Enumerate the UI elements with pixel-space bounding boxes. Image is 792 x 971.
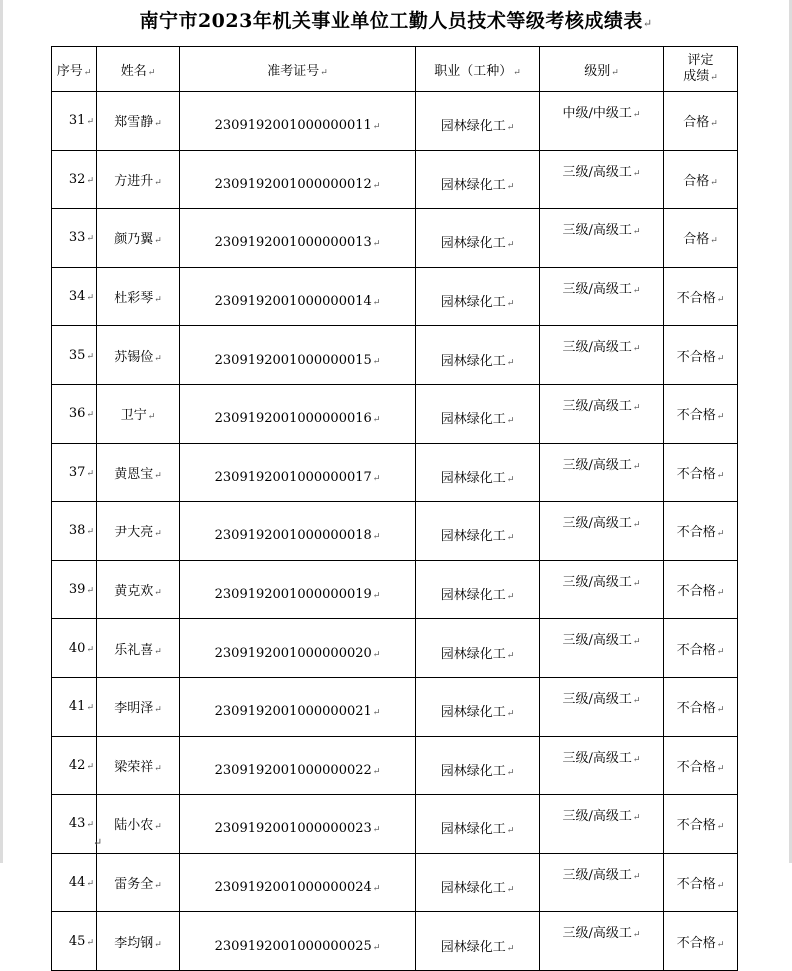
cell-result: 不合格↵ [664, 326, 738, 385]
cell-level: 三级/高级工↵ [540, 384, 664, 443]
end-paragraph-mark-icon: ↵ [93, 836, 103, 849]
paragraph-mark-icon: ↵ [372, 532, 381, 543]
cell-result: 不合格↵ [664, 736, 738, 795]
cell-name: 陆小农↵ [97, 795, 180, 854]
paragraph-mark-icon: ↵ [372, 884, 381, 895]
paragraph-mark-icon: ↵ [710, 236, 718, 247]
paragraph-mark-icon: ↵ [372, 766, 381, 777]
paragraph-mark-icon: ↵ [506, 943, 515, 954]
paragraph-mark-icon: ↵ [372, 942, 381, 953]
table-row [52, 560, 738, 619]
cell-name: 李均钢↵ [97, 912, 180, 971]
table-row [52, 853, 738, 912]
paragraph-mark-icon: ↵ [372, 298, 381, 309]
paragraph-mark-icon: ↵ [632, 227, 641, 238]
paragraph-mark-icon: ↵ [506, 885, 515, 896]
cell-level: 三级/高级工↵ [540, 502, 664, 561]
cell-level: 三级/高级工↵ [540, 150, 664, 209]
paragraph-mark-icon: ↵ [154, 822, 162, 833]
table-row [52, 736, 738, 795]
cell-job: 园林绿化工↵ [416, 326, 540, 385]
table-row [52, 502, 738, 561]
cell-job: 园林绿化工↵ [416, 677, 540, 736]
cell-no: 32↵ [52, 150, 97, 209]
paragraph-mark-icon: ↵ [83, 67, 92, 78]
paragraph-mark-icon: ↵ [716, 353, 725, 364]
cell-no: 31↵ [52, 92, 97, 151]
document-title-text: 南宁市2023年机关事业单位工勤人员技术等级考核成绩表 [139, 10, 643, 32]
paragraph-mark-icon: ↵ [710, 119, 718, 130]
cell-name: 黄恩宝↵ [97, 443, 180, 502]
cell-level: 三级/高级工↵ [540, 853, 664, 912]
cell-result: 不合格↵ [664, 267, 738, 326]
paragraph-mark-icon: ↵ [716, 295, 725, 306]
cell-level: 三级/高级工↵ [540, 267, 664, 326]
cell-name: 梁荣祥↵ [97, 736, 180, 795]
cell-job: 园林绿化工↵ [416, 736, 540, 795]
cell-name: 卫宁↵ [97, 384, 180, 443]
cell-level: 三级/高级工↵ [540, 560, 664, 619]
paragraph-mark-icon: ↵ [632, 695, 641, 706]
cell-name: 杜彩琴↵ [97, 267, 180, 326]
paragraph-mark-icon: ↵ [632, 578, 641, 589]
page-edge-left [0, 0, 3, 863]
paragraph-mark-icon: ↵ [86, 879, 94, 890]
paragraph-mark-icon: ↵ [154, 881, 162, 892]
cell-name: 方进升↵ [97, 150, 180, 209]
paragraph-mark-icon: ↵ [372, 122, 381, 133]
paragraph-mark-icon: ↵ [632, 520, 641, 531]
paragraph-mark-icon: ↵ [632, 168, 641, 179]
header-level: 级别↵ [540, 47, 664, 92]
cell-result: 不合格↵ [664, 560, 738, 619]
paragraph-mark-icon: ↵ [716, 881, 725, 892]
paragraph-mark-icon: ↵ [710, 177, 718, 188]
paragraph-mark-icon: ↵ [372, 356, 381, 367]
header-exam-id: 准考证号↵ [180, 47, 416, 92]
cell-no: 36↵ [52, 384, 97, 443]
cell-name: 尹大亮↵ [97, 502, 180, 561]
cell-exam-id: 2309192001000000011↵ [180, 92, 416, 151]
cell-level: 中级/中级工↵ [540, 92, 664, 151]
cell-job: 园林绿化工↵ [416, 384, 540, 443]
paragraph-mark-icon: ↵ [506, 240, 515, 251]
paragraph-mark-icon: ↵ [86, 175, 94, 186]
cell-name: 苏锡俭↵ [97, 326, 180, 385]
table-row [52, 677, 738, 736]
paragraph-mark-icon: ↵ [710, 72, 718, 83]
paragraph-mark-icon: ↵ [154, 119, 162, 130]
cell-level: 三级/高级工↵ [540, 619, 664, 678]
cell-no: 39↵ [52, 560, 97, 619]
paragraph-mark-icon: ↵ [632, 871, 641, 882]
paragraph-mark-icon: ↵ [86, 351, 94, 362]
table-row [52, 619, 738, 678]
cell-job: 园林绿化工↵ [416, 150, 540, 209]
cell-level: 三级/高级工↵ [540, 209, 664, 268]
paragraph-mark-icon: ↵ [716, 763, 725, 774]
cell-job: 园林绿化工↵ [416, 560, 540, 619]
paragraph-mark-icon: ↵ [372, 649, 381, 660]
cell-result: 不合格↵ [664, 853, 738, 912]
header-result: 评定 成绩↵ [664, 47, 738, 92]
paragraph-mark-icon: ↵ [147, 412, 156, 423]
cell-name: 黄克欢↵ [97, 560, 180, 619]
cell-name: 雷务全↵ [97, 853, 180, 912]
paragraph-mark-icon: ↵ [86, 761, 94, 772]
table-row [52, 443, 738, 502]
cell-job: 园林绿化工↵ [416, 502, 540, 561]
cell-result: 合格↵ [664, 92, 738, 151]
cell-no: 40↵ [52, 619, 97, 678]
paragraph-mark-icon: ↵ [86, 644, 94, 655]
cell-no: 37↵ [52, 443, 97, 502]
table-header-row [52, 47, 738, 92]
cell-result: 合格↵ [664, 209, 738, 268]
paragraph-mark-icon: ↵ [154, 236, 162, 247]
cell-exam-id: 2309192001000000012↵ [180, 150, 416, 209]
paragraph-mark-icon: ↵ [716, 529, 725, 540]
cell-exam-id: 2309192001000000017↵ [180, 443, 416, 502]
cell-exam-id: 2309192001000000014↵ [180, 267, 416, 326]
cell-level: 三级/高级工↵ [540, 736, 664, 795]
cell-level: 三级/高级工↵ [540, 677, 664, 736]
paragraph-mark-icon: ↵ [506, 416, 515, 427]
paragraph-mark-icon: ↵ [506, 474, 515, 485]
cell-result: 不合格↵ [664, 502, 738, 561]
cell-level: 三级/高级工↵ [540, 795, 664, 854]
paragraph-mark-icon: ↵ [372, 591, 381, 602]
score-table [51, 46, 738, 971]
table-row [52, 267, 738, 326]
paragraph-mark-icon: ↵ [86, 937, 94, 948]
cell-level: 三级/高级工↵ [540, 912, 664, 971]
paragraph-mark-icon: ↵ [506, 767, 515, 778]
cell-no: 38↵ [52, 502, 97, 561]
cell-job: 园林绿化工↵ [416, 795, 540, 854]
table-row [52, 912, 738, 971]
table-row [52, 384, 738, 443]
paragraph-mark-icon: ↵ [372, 180, 381, 191]
cell-exam-id: 2309192001000000024↵ [180, 853, 416, 912]
paragraph-mark-icon: ↵ [86, 820, 94, 831]
paragraph-mark-icon: ↵ [506, 299, 515, 310]
paragraph-mark-icon: ↵ [372, 708, 381, 719]
cell-result: 不合格↵ [664, 912, 738, 971]
cell-no: 33↵ [52, 209, 97, 268]
paragraph-mark-icon: ↵ [506, 123, 515, 134]
table-row [52, 209, 738, 268]
paragraph-mark-icon: ↵ [506, 181, 515, 192]
paragraph-mark-icon: ↵ [632, 110, 641, 120]
cell-result: 不合格↵ [664, 795, 738, 854]
cell-exam-id: 2309192001000000021↵ [180, 677, 416, 736]
cell-job: 园林绿化工↵ [416, 443, 540, 502]
paragraph-mark-icon: ↵ [716, 646, 725, 657]
cell-no: 41↵ [52, 677, 97, 736]
cell-job: 园林绿化工↵ [416, 853, 540, 912]
cell-exam-id: 2309192001000000019↵ [180, 560, 416, 619]
table-row [52, 150, 738, 209]
paragraph-mark-icon: ↵ [154, 705, 162, 716]
paragraph-mark-icon: ↵ [716, 412, 725, 423]
cell-result: 合格↵ [664, 150, 738, 209]
paragraph-mark-icon: ↵ [154, 646, 162, 657]
cell-no: 43↵ [52, 795, 97, 854]
cell-exam-id: 2309192001000000023↵ [180, 795, 416, 854]
paragraph-mark-icon: ↵ [320, 67, 328, 78]
paragraph-mark-icon: ↵ [86, 410, 94, 421]
paragraph-mark-icon: ↵ [154, 470, 162, 481]
cell-exam-id: 2309192001000000016↵ [180, 384, 416, 443]
paragraph-mark-icon: ↵ [716, 822, 725, 833]
paragraph-mark-icon: ↵ [716, 470, 725, 481]
cell-job: 园林绿化工↵ [416, 92, 540, 151]
paragraph-mark-icon: ↵ [506, 826, 515, 837]
paragraph-mark-icon: ↵ [154, 588, 162, 599]
cell-level: 三级/高级工↵ [540, 326, 664, 385]
paragraph-mark-icon: ↵ [147, 67, 156, 78]
cell-result: 不合格↵ [664, 619, 738, 678]
header-job: 职业（工种）↵ [416, 47, 540, 92]
paragraph-mark-icon: ↵ [86, 527, 94, 538]
cell-result: 不合格↵ [664, 443, 738, 502]
cell-no: 35↵ [52, 326, 97, 385]
cell-no: 42↵ [52, 736, 97, 795]
cell-exam-id: 2309192001000000020↵ [180, 619, 416, 678]
document-title [0, 6, 792, 33]
cell-result: 不合格↵ [664, 384, 738, 443]
paragraph-mark-icon: ↵ [154, 177, 162, 188]
paragraph-mark-icon: ↵ [506, 709, 515, 720]
paragraph-mark-icon: ↵ [86, 293, 94, 304]
paragraph-mark-icon: ↵ [154, 353, 162, 364]
cell-job: 园林绿化工↵ [416, 209, 540, 268]
paragraph-mark-icon: ↵ [632, 402, 641, 413]
paragraph-mark-icon: ↵ [632, 344, 641, 355]
cell-exam-id: 2309192001000000025↵ [180, 912, 416, 971]
cell-no: 44↵ [52, 853, 97, 912]
header-no: 序号↵ [52, 47, 97, 92]
paragraph-mark-icon: ↵ [632, 637, 641, 648]
cell-job: 园林绿化工↵ [416, 267, 540, 326]
paragraph-mark-icon: ↵ [154, 939, 162, 950]
cell-name: 颜乃翼↵ [97, 209, 180, 268]
cell-name: 乐礼喜↵ [97, 619, 180, 678]
paragraph-mark-icon: ↵ [716, 705, 725, 716]
table-row [52, 92, 738, 151]
cell-job: 园林绿化工↵ [416, 619, 540, 678]
paragraph-mark-icon: ↵ [716, 588, 725, 599]
header-name: 姓名↵ [97, 47, 180, 92]
paragraph-mark-icon: ↵ [506, 533, 515, 544]
table-row [52, 326, 738, 385]
paragraph-mark-icon: ↵ [154, 529, 162, 540]
cell-exam-id: 2309192001000000013↵ [180, 209, 416, 268]
paragraph-mark-icon: ↵ [506, 592, 515, 603]
paragraph-mark-icon: ↵ [513, 67, 521, 78]
paragraph-mark-icon: ↵ [372, 473, 381, 484]
cell-exam-id: 2309192001000000015↵ [180, 326, 416, 385]
cell-job: 园林绿化工↵ [416, 912, 540, 971]
cell-exam-id: 2309192001000000018↵ [180, 502, 416, 561]
cell-no: 45↵ [52, 912, 97, 971]
paragraph-mark-icon: ↵ [372, 239, 381, 250]
paragraph-mark-icon: ↵ [86, 586, 94, 597]
cell-exam-id: 2309192001000000022↵ [180, 736, 416, 795]
paragraph-mark-icon: ↵ [372, 415, 381, 426]
cell-level: 三级/高级工↵ [540, 443, 664, 502]
paragraph-mark-icon: ↵ [86, 117, 94, 128]
paragraph-mark-icon: ↵ [86, 234, 94, 245]
paragraph-mark-icon: ↵ [642, 17, 653, 30]
paragraph-mark-icon: ↵ [632, 813, 641, 824]
paragraph-mark-icon: ↵ [86, 468, 94, 479]
paragraph-mark-icon: ↵ [154, 295, 162, 306]
paragraph-mark-icon: ↵ [716, 939, 725, 950]
cell-no: 34↵ [52, 267, 97, 326]
paragraph-mark-icon: ↵ [632, 930, 641, 941]
table-body [52, 92, 738, 971]
paragraph-mark-icon: ↵ [611, 67, 619, 78]
paragraph-mark-icon: ↵ [632, 285, 641, 296]
paragraph-mark-icon: ↵ [506, 650, 515, 661]
paragraph-mark-icon: ↵ [632, 754, 641, 765]
paragraph-mark-icon: ↵ [632, 461, 641, 472]
paragraph-mark-icon: ↵ [154, 763, 162, 774]
paragraph-mark-icon: ↵ [86, 703, 94, 714]
table-row [52, 795, 738, 854]
cell-result: 不合格↵ [664, 677, 738, 736]
paragraph-mark-icon: ↵ [506, 357, 515, 368]
paragraph-mark-icon: ↵ [372, 825, 381, 836]
cell-name: 李明泽↵ [97, 677, 180, 736]
cell-name: 郑雪静↵ [97, 92, 180, 151]
